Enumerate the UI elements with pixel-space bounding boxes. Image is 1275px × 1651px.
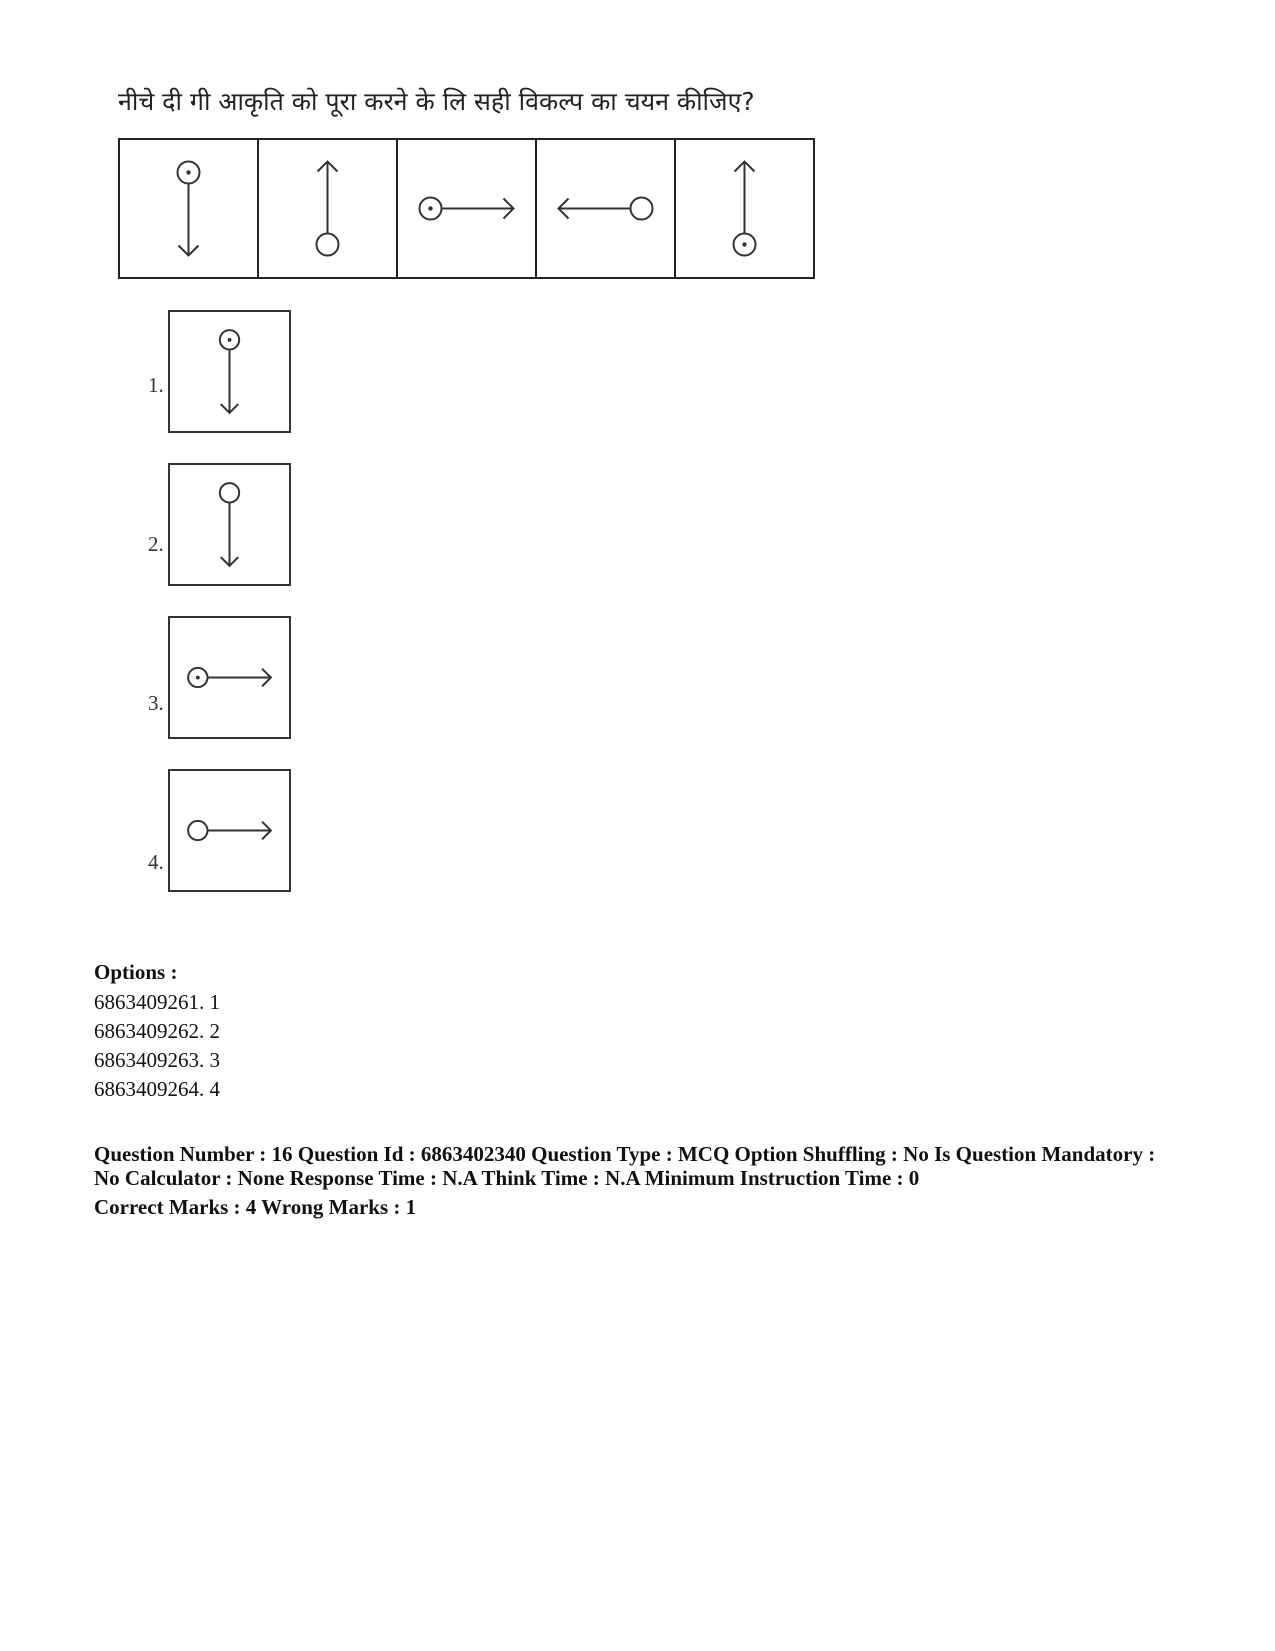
answer-figure-label-4: 4. bbox=[148, 850, 164, 874]
answer-figure-label-3: 3. bbox=[148, 691, 164, 715]
option-2: 6863409262. 2 bbox=[94, 1019, 220, 1043]
question-meta-line-2: No Calculator : None Response Time : N.A Think Time : N.A Minimum Instruction Time : 0 bbox=[94, 1166, 920, 1190]
question-text: नीचे दी गी आकृति को पूरा करने के लि सही विकल्प का चयन कीजिए? bbox=[118, 87, 755, 116]
marks-line: Correct Marks : 4 Wrong Marks : 1 bbox=[94, 1195, 417, 1219]
series-symbol-5-dot bbox=[742, 242, 746, 246]
answer-symbol-1-dot bbox=[228, 338, 232, 342]
option-1: 6863409261. 1 bbox=[94, 990, 220, 1014]
option-4: 6863409264. 4 bbox=[94, 1077, 220, 1101]
answer-figures bbox=[169, 311, 290, 891]
options-heading: Options : bbox=[94, 960, 178, 984]
answer-figure-label-1: 1. bbox=[148, 373, 164, 397]
question-meta-line-1: Question Number : 16 Question Id : 6863402340 Question Type : MCQ Option Shuffling : No Is Question Mandatory : bbox=[94, 1142, 1156, 1166]
option-3: 6863409263. 3 bbox=[94, 1048, 220, 1072]
series-symbol-3-dot bbox=[428, 206, 432, 210]
answer-figure-label-2: 2. bbox=[148, 532, 164, 556]
series-symbol-1-dot bbox=[186, 170, 190, 174]
figure-series bbox=[119, 139, 814, 278]
answer-symbol-3-dot bbox=[196, 676, 200, 680]
